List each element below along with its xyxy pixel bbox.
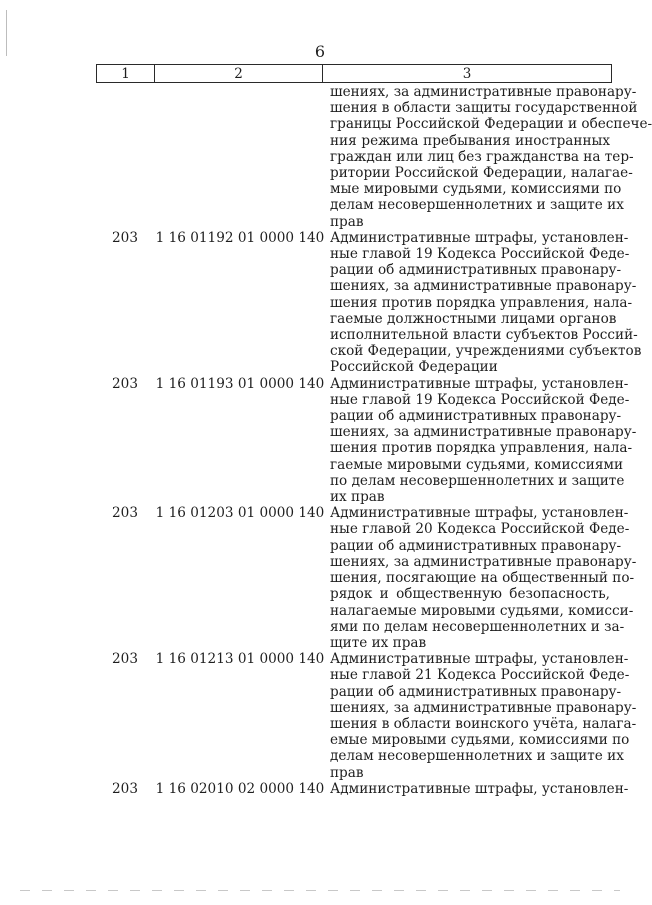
scan-edge-mark-bottom xyxy=(20,890,620,891)
description-line: емые мировыми судьями, комиссиями по xyxy=(330,732,630,749)
description-line: шения, посягающие на общественный по- xyxy=(330,570,635,587)
description-line: рации об административных правонару- xyxy=(330,408,622,425)
description-line: шения в области воинского учёта, налага- xyxy=(330,715,637,732)
income-description xyxy=(330,651,637,781)
budget-classification-code: 1 16 01213 01 0000 140 xyxy=(155,651,325,668)
income-description xyxy=(330,780,629,797)
table-row xyxy=(0,84,652,230)
description-line: рации об административных правонару- xyxy=(330,262,622,279)
description-line: граждан или лиц без гражданства на тер- xyxy=(330,148,634,165)
description-line: шения против порядка управления, нала- xyxy=(330,440,633,457)
table-row xyxy=(0,651,640,781)
header-col-2: 2 xyxy=(155,65,323,82)
description-line: границы Российской Федерации и обеспече- xyxy=(330,116,652,133)
description-line: Административные штрафы, установлен- xyxy=(330,651,629,668)
description-line: ные главой 21 Кодекса Российской Феде- xyxy=(330,667,630,684)
budget-classification-code: 1 16 01193 01 0000 140 xyxy=(155,375,325,392)
header-col-1: 1 xyxy=(97,65,155,82)
description-line: ные главой 19 Кодекса Российской Феде- xyxy=(330,246,630,263)
description-line: по делам несовершеннолетних и защите xyxy=(330,472,625,489)
admin-code: 203 xyxy=(112,505,138,522)
admin-code: 203 xyxy=(112,229,138,246)
description-line: шениях, за административные правонару- xyxy=(330,424,637,441)
description-line: ные главой 19 Кодекса Российской Феде- xyxy=(330,391,630,408)
header-col-3: 3 xyxy=(462,65,472,82)
description-line: налагаемые мировыми судьями, комисси- xyxy=(330,602,634,619)
description-line: шениях, за административные правонару- xyxy=(330,553,637,570)
admin-code: 203 xyxy=(112,651,138,668)
income-description xyxy=(330,229,642,376)
table-row xyxy=(0,376,640,506)
description-line: ния режима пребывания иностранных xyxy=(330,132,610,149)
description-line: мые мировыми судьями, комиссиями по xyxy=(330,181,622,198)
description-line: ные главой 20 Кодекса Российской Феде- xyxy=(330,521,630,538)
description-line: рядок и общественную безопасность, xyxy=(330,586,610,603)
description-line: Административные штрафы, установлен- xyxy=(330,229,629,246)
description-line: ритории Российской Федерации, налагае- xyxy=(330,165,633,182)
description-line: Административные штрафы, установлен- xyxy=(330,375,629,392)
income-description xyxy=(330,505,637,651)
admin-code: 203 xyxy=(112,780,138,797)
admin-code: 203 xyxy=(112,375,138,392)
description-line: ской Федерации, учреждениями субъектов xyxy=(330,343,642,360)
description-line: шениях, за административные правонару- xyxy=(330,84,637,100)
table-header xyxy=(96,64,612,83)
description-line: их прав xyxy=(330,489,385,506)
description-line: гаемые должностными лицами органов xyxy=(330,310,617,327)
description-line: прав xyxy=(330,213,364,230)
description-line: Административные штрафы, установлен- xyxy=(330,505,629,522)
description-line: гаемые мировыми судьями, комиссиями xyxy=(330,456,624,473)
description-line: рации об административных правонару- xyxy=(330,683,622,700)
table-row xyxy=(0,505,640,651)
description-line: исполнительной власти субъектов Россий- xyxy=(330,327,638,344)
budget-classification-code: 1 16 01192 01 0000 140 xyxy=(155,229,325,246)
description-line: Российской Федерации xyxy=(330,359,498,376)
table-row xyxy=(0,781,640,797)
budget-classification-code: 1 16 02010 02 0000 140 xyxy=(155,780,325,797)
description-line: Административные штрафы, установлен- xyxy=(330,780,629,797)
description-line: рации об административных правонару- xyxy=(330,537,622,554)
description-line: ями по делам несовершеннолетних и за- xyxy=(330,618,625,635)
description-line: шения в области защиты государственной xyxy=(330,100,638,117)
income-description xyxy=(330,375,637,506)
description-line: шениях, за административные правонару- xyxy=(330,278,637,295)
income-description xyxy=(330,84,652,230)
table-row xyxy=(0,230,640,376)
description-line: шениях, за административные правонару- xyxy=(330,699,637,716)
page-number: 6 xyxy=(314,42,326,61)
budget-classification-code: 1 16 01203 01 0000 140 xyxy=(155,505,325,522)
table-body xyxy=(0,84,652,797)
description-line: прав xyxy=(330,764,364,781)
description-line: делам несовершеннолетних и защите их xyxy=(330,197,624,214)
description-line: делам несовершеннолетних и защите их xyxy=(330,748,624,765)
description-line: шения против порядка управления, нала- xyxy=(330,294,633,311)
description-line: щите их прав xyxy=(330,634,427,651)
